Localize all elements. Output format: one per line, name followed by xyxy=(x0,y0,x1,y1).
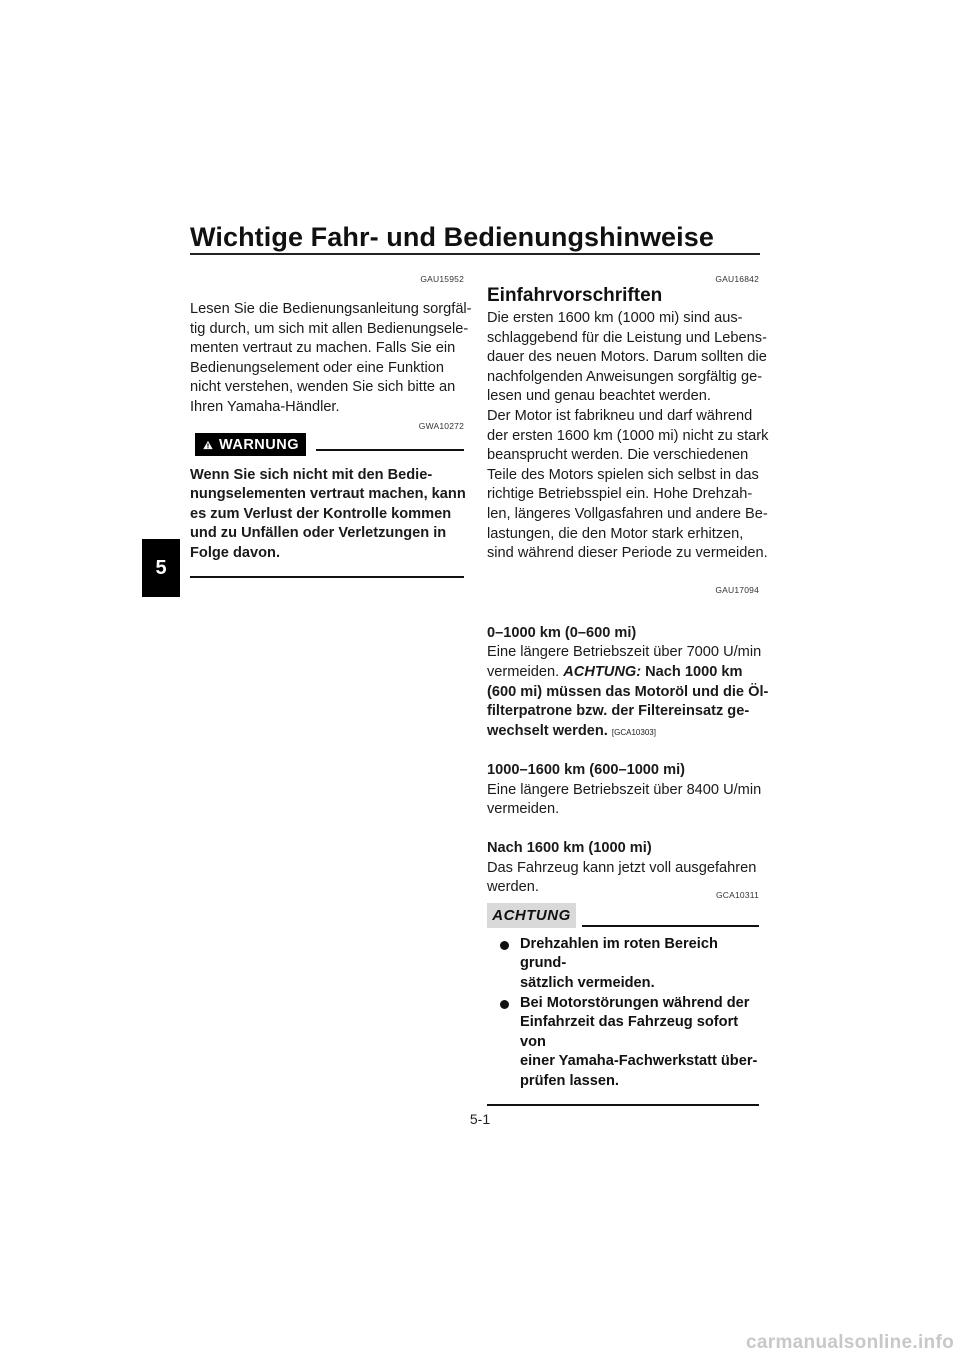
text-fragment: wechselt werden. xyxy=(487,722,608,739)
caution-bottom-rule xyxy=(487,1104,759,1106)
text-line: Eine längere Betriebszeit über 8400 U/min xyxy=(487,781,762,798)
stage-1 xyxy=(487,624,769,743)
text-line: beansprucht werden. Die verschiedenen xyxy=(487,447,749,464)
text-line: prüfen lassen. xyxy=(520,1073,619,1089)
caution-header-rule xyxy=(582,925,759,927)
text-line: nachfolgenden Anweisungen sorgfältig ge- xyxy=(487,368,763,385)
text-line: menten vertraut zu machen. Falls Sie ein xyxy=(190,340,456,357)
watermark-link[interactable]: carmanualsonline.info xyxy=(746,1332,954,1353)
intro-paragraph xyxy=(190,300,472,418)
text-line: Bedienungselement oder eine Funktion xyxy=(190,359,444,376)
stage-2-title: 1000–1600 km (600–1000 mi) xyxy=(487,762,685,779)
right-column xyxy=(487,274,769,1106)
text-line: es zum Verlust der Kontrolle kommen xyxy=(190,505,452,522)
text-line: Die ersten 1600 km (1000 mi) sind aus- xyxy=(487,310,743,326)
left-column xyxy=(190,274,472,578)
caution-item xyxy=(487,935,759,994)
text-line: Das Fahrzeug kann jetzt voll ausgefahren xyxy=(487,859,757,876)
break-in-paragraph-1 xyxy=(487,309,767,407)
section-code: GAU16842 xyxy=(715,274,759,284)
text-line: lastungen, die den Motor stark erhitzen, xyxy=(487,525,744,542)
text-line: Folge davon. xyxy=(190,544,280,561)
text-line xyxy=(487,663,759,683)
achtung-inline-label: ACHTUNG: xyxy=(563,663,642,680)
section-heading: Einfahrvorschriften xyxy=(487,285,663,306)
text-line: Wenn Sie sich nicht mit den Bedie- xyxy=(190,466,433,483)
bullet-icon xyxy=(500,941,509,950)
text-line: und zu Unfällen oder Verletzungen in xyxy=(190,525,447,542)
text-line: len, längeres Vollgasfahren und andere Be- xyxy=(487,505,768,522)
stage-1-title: 0–1000 km (0–600 mi) xyxy=(487,624,637,641)
bullet-icon xyxy=(500,1000,509,1009)
text-line: Der Motor ist fabrikneu und darf während xyxy=(487,407,753,424)
text-line xyxy=(487,722,759,743)
text-line: vermeiden. xyxy=(487,801,560,818)
caution-list xyxy=(487,935,759,1092)
text-line: Einfahrzeit das Fahrzeug sofort von xyxy=(520,1014,739,1050)
text-line: Lesen Sie die Bedienungsanleitung sorgfäl- xyxy=(190,301,472,317)
warning-bottom-rule xyxy=(190,576,464,578)
text-line: filterpatrone bzw. der Filtereinsatz ge- xyxy=(487,703,750,720)
text-fragment: Nach 1000 km xyxy=(641,663,743,680)
text-line: Bei Motorstörungen während der xyxy=(520,994,750,1011)
text-line: lesen und genau beachtet werden. xyxy=(487,388,711,405)
break-in-paragraph-2 xyxy=(487,407,769,564)
text-line: Eine längere Betriebszeit über 7000 U/min xyxy=(487,644,762,661)
text-line: richtige Betriebsspiel ein. Hohe Drehzah- xyxy=(487,486,753,503)
text-line: tig durch, um sich mit allen Bedienungsele- xyxy=(190,320,469,337)
section-code: GAU17094 xyxy=(715,584,759,595)
section-code: GAU15952 xyxy=(420,274,464,284)
warning-header-rule xyxy=(316,449,464,451)
text-line: dauer des neuen Motors. Darum sollten die xyxy=(487,349,767,366)
warning-triangle-icon xyxy=(203,437,213,453)
stage-2 xyxy=(487,761,762,820)
text-line: werden. xyxy=(487,879,539,896)
warning-text xyxy=(190,466,464,564)
warning-badge xyxy=(195,433,306,456)
stage-3-title: Nach 1600 km (1000 mi) xyxy=(487,840,652,857)
text-line: der ersten 1600 km (1000 mi) nicht zu stark xyxy=(487,427,769,444)
caution-badge: ACHTUNG xyxy=(487,903,576,928)
caution-code: GCA10311 xyxy=(715,889,759,900)
text-fragment: vermeiden. xyxy=(487,663,564,680)
text-line: Ihren Yamaha-Händler. xyxy=(190,398,340,415)
text-line: schlaggebend für die Leistung und Lebens- xyxy=(487,329,767,346)
text-line: sind während dieser Periode zu vermeiden. xyxy=(487,545,768,562)
caution-item xyxy=(487,994,759,1092)
chapter-tab[interactable]: 5 xyxy=(142,539,180,597)
text-line: (600 mi) müssen das Motoröl und die Öl- xyxy=(487,683,769,700)
warning-code: GWA10272 xyxy=(418,420,464,431)
reference-code: [GCA10303] xyxy=(611,727,656,737)
warning-header xyxy=(195,433,464,457)
text-line: nicht verstehen, wenden Sie sich bitte an xyxy=(190,379,456,396)
warning-label: WARNUNG xyxy=(218,436,299,453)
text-line: einer Yamaha-Fachwerkstatt über- xyxy=(520,1053,758,1070)
text-line: nungselementen vertraut machen, kann xyxy=(190,486,466,503)
title-rule xyxy=(190,253,760,255)
caution-header xyxy=(487,903,759,929)
text-line: sätzlich vermeiden. xyxy=(520,975,655,992)
page-title: Wichtige Fahr- und Bedienungshinweise xyxy=(190,222,714,252)
page-number: 5-1 xyxy=(469,1111,491,1127)
text-line: Teile des Motors spielen sich selbst in das xyxy=(487,466,759,483)
text-line: Drehzahlen im roten Bereich grund- xyxy=(520,935,718,972)
